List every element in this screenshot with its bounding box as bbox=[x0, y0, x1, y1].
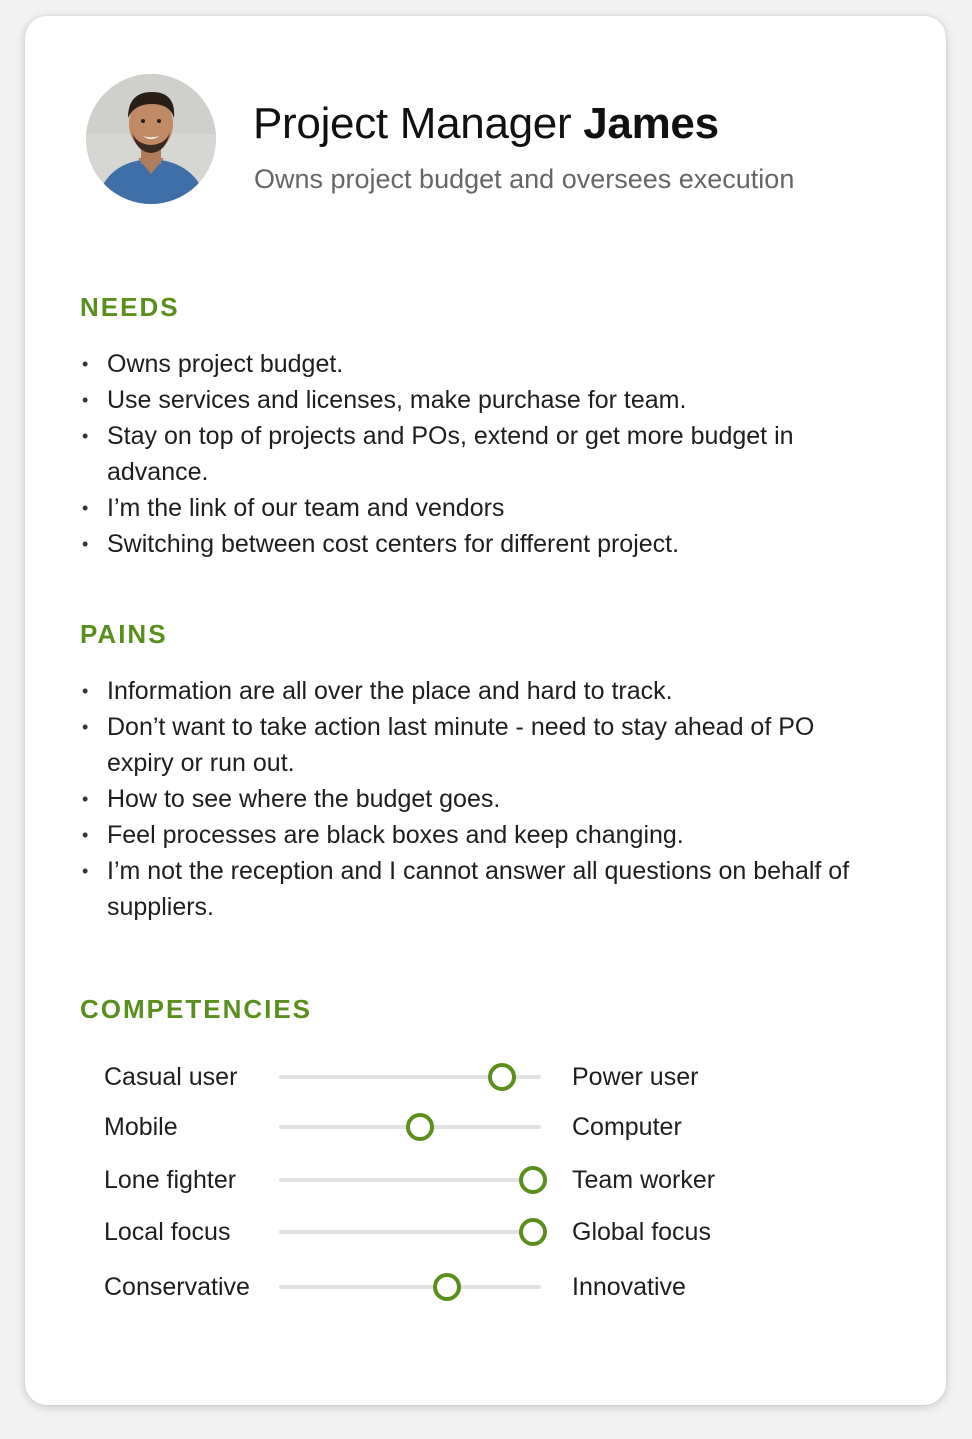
bullet-icon: • bbox=[82, 789, 89, 809]
competency-right-label: Innovative bbox=[572, 1273, 686, 1301]
list-item: • How to see where the budget goes. bbox=[80, 781, 910, 817]
bullet-icon: • bbox=[82, 681, 89, 701]
competency-row bbox=[25, 1057, 946, 1097]
bullet-icon: • bbox=[82, 426, 89, 446]
competency-slider-knob[interactable] bbox=[488, 1063, 516, 1091]
competency-slider-track bbox=[279, 1178, 541, 1182]
bullet-icon: • bbox=[82, 534, 89, 554]
bullet-icon: • bbox=[82, 717, 89, 737]
list-item: • I’m not the reception and I cannot answer all questions on behalf of suppliers. bbox=[80, 853, 917, 925]
avatar bbox=[86, 74, 216, 204]
competency-right-label: Team worker bbox=[572, 1166, 716, 1194]
avatar-photo-icon bbox=[86, 74, 216, 204]
needs-heading: NEEDS bbox=[80, 292, 180, 322]
competency-row bbox=[25, 1267, 946, 1307]
competency-row bbox=[25, 1160, 946, 1200]
competency-left-label: Lone fighter bbox=[104, 1166, 237, 1194]
competency-slider-knob[interactable] bbox=[519, 1218, 547, 1246]
competency-left-label: Mobile bbox=[104, 1113, 178, 1141]
pains-list bbox=[80, 673, 910, 925]
title-prefix: Project Manager bbox=[253, 99, 584, 148]
list-item: • Don’t want to take action last minute - need to stay ahead of PO expiry or run out. bbox=[80, 709, 857, 781]
bullet-icon: • bbox=[82, 861, 89, 881]
competency-row bbox=[25, 1212, 946, 1252]
competency-left-label: Local focus bbox=[104, 1218, 231, 1246]
list-item: • Use services and licenses, make purchase for team. bbox=[80, 382, 910, 418]
competency-right-label: Power user bbox=[572, 1063, 699, 1091]
list-item: • Information are all over the place and hard to track. bbox=[80, 673, 910, 709]
list-item: • Owns project budget. bbox=[80, 346, 910, 382]
competency-left-label: Conservative bbox=[104, 1273, 250, 1301]
competency-slider-knob[interactable] bbox=[433, 1273, 461, 1301]
bullet-icon: • bbox=[82, 354, 89, 374]
competency-left-label: Casual user bbox=[104, 1063, 238, 1091]
competency-right-label: Computer bbox=[572, 1113, 682, 1141]
competency-slider-track bbox=[279, 1125, 541, 1129]
page-subtitle: Owns project budget and oversees execution bbox=[254, 164, 795, 194]
competencies-heading: COMPETENCIES bbox=[80, 994, 313, 1024]
competency-slider-knob[interactable] bbox=[406, 1113, 434, 1141]
list-item: • I’m the link of our team and vendors bbox=[80, 490, 910, 526]
persona-card bbox=[25, 16, 946, 1405]
list-item: • Switching between cost centers for different project. bbox=[80, 526, 910, 562]
pains-heading: PAINS bbox=[80, 619, 168, 649]
list-item: • Feel processes are black boxes and keep changing. bbox=[80, 817, 910, 853]
bullet-icon: • bbox=[82, 825, 89, 845]
competency-slider-track bbox=[279, 1075, 541, 1079]
competency-slider-knob[interactable] bbox=[519, 1166, 547, 1194]
competency-slider-track bbox=[279, 1285, 541, 1289]
persona-name: James bbox=[583, 99, 719, 148]
bullet-icon: • bbox=[82, 390, 89, 410]
list-item: • Stay on top of projects and POs, extend or get more budget in advance. bbox=[80, 418, 827, 490]
competency-slider-track bbox=[279, 1230, 541, 1234]
page-title bbox=[253, 99, 719, 149]
competency-row bbox=[25, 1107, 946, 1147]
competency-right-label: Global focus bbox=[572, 1218, 711, 1246]
needs-list bbox=[80, 346, 910, 562]
bullet-icon: • bbox=[82, 498, 89, 518]
